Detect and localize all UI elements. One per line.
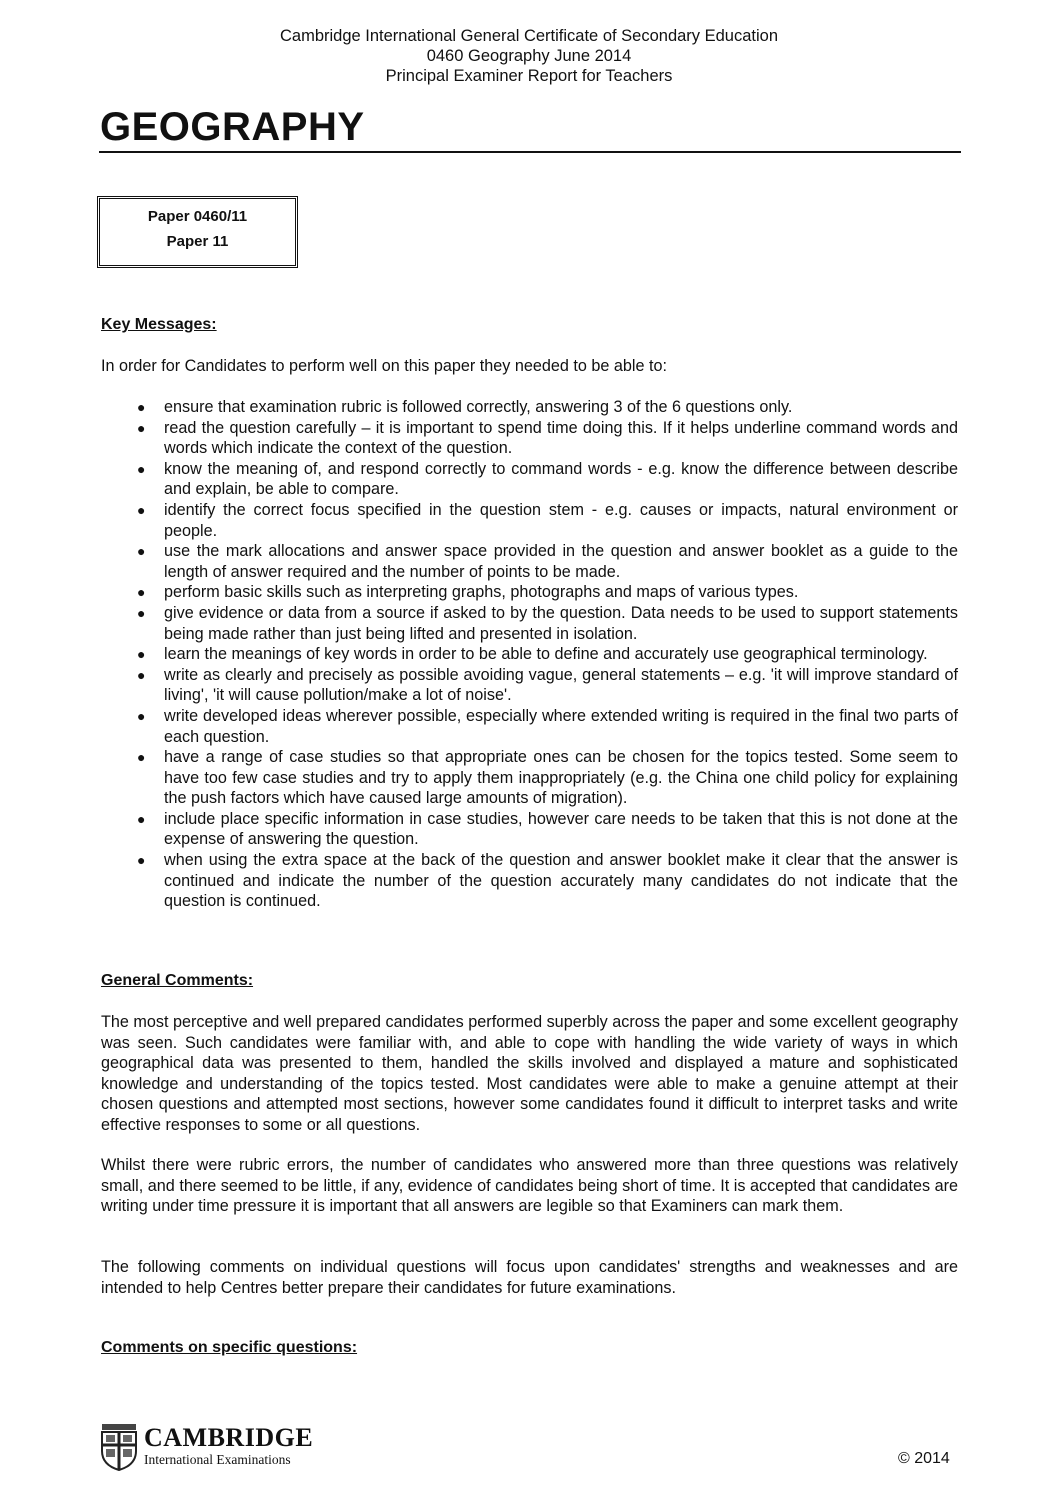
list-item: ● learn the meanings of key words in order to be able to define and accurately use geographical terminology. [137, 645, 928, 664]
title-divider [99, 151, 961, 153]
list-item: ● when using the extra space at the back of the question and answer booklet make it clear that the answer is continued and indicate the number of the question accurately many candidates do not indicate that the question is continued. [137, 851, 958, 911]
list-item: ● know the meaning of, and respond correctly to command words - e.g. know the difference between describe and explain, be able to compare. [137, 459, 958, 499]
bullet-icon: ● [137, 584, 146, 601]
bullet-icon: ● [137, 399, 146, 415]
bullet-icon: ● [137, 810, 146, 827]
bullet-icon: ● [137, 646, 146, 663]
list-item: ● give evidence or data from a source if asked to by the question. Data needs to be used to support statements being made rather than just being lifted and presented in isolation. [137, 603, 958, 643]
bullet-icon: ● [137, 460, 146, 477]
general-comments-paragraph-1: The most perceptive and well prepared candidates performed superbly across the paper and some excellent geography was seen. Such candidates were familiar with, and able to cope with handling the wide variety of ways in which geographical data was presented to them, handled the skills involved and displayed a mature and sophisticated knowledge and understanding of the topics tested. Most candidates were able to make a genuine attempt at their chosen questions and attempted most sections, however some candidates found it difficult to interpret tasks and write effective responses to some or all questions. [101, 1013, 958, 1134]
general-comments-paragraph-3: The following comments on individual questions will focus upon candidates' strengths and weaknesses and are intended to help Centres better prepare their candidates for future examinations. [101, 1258, 958, 1297]
bullet-icon: ● [137, 707, 146, 724]
key-messages-heading: Key Messages: [101, 316, 217, 333]
logo-subtitle: International Examinations [144, 1452, 291, 1467]
bullet-icon: ● [137, 604, 146, 621]
cambridge-logo [100, 1423, 330, 1471]
header-syllabus: 0460 Geography June 2014 [426, 47, 632, 65]
copyright-notice: © 2014 [898, 1450, 950, 1467]
bullet-icon: ● [137, 501, 146, 518]
page-title: GEOGRAPHY [100, 105, 365, 149]
bullet-icon: ● [137, 852, 146, 869]
list-item: ● write developed ideas wherever possible, especially where extended writing is required in the final two parts of each question. [137, 706, 958, 746]
list-item: ● perform basic skills such as interpreting graphs, photographs and maps of various types. [137, 583, 799, 602]
list-item: ● write as clearly and precisely as possible avoiding vague, general statements – e.g. 'it will improve standard of living', 'it will cause pollution/make a lot of noise'. [137, 665, 958, 705]
list-item: ● use the mark allocations and answer space provided in the question and answer booklet as a guide to the length of answer required and the number of points to be made. [137, 542, 958, 581]
key-messages-intro: In order for Candidates to perform well on this paper they needed to be able to: [101, 357, 668, 375]
general-comments-paragraph-2: Whilst there were rubric errors, the number of candidates who answered more than three questions was relatively small, and there seemed to be little, if any, evidence of candidates being short of time. It is accepted that candidates are writing under time pressure it is important that all answers are legible so that Examiners can mark them. [101, 1156, 958, 1216]
report-header [0, 26, 1058, 86]
crest-icon [100, 1423, 138, 1471]
paper-code: Paper 0460/11 [147, 208, 248, 225]
header-qualification: Cambridge International General Certificate of Secondary Education [279, 27, 779, 45]
bullet-icon: ● [137, 543, 146, 560]
list-item: ● read the question carefully – it is important to spend time doing this. If it helps underline command words and words which indicate the context of the question. [137, 418, 958, 458]
list-item: ● identify the correct focus specified in the question stem - e.g. causes or impacts, natural environment or people. [137, 500, 958, 540]
bullet-icon: ● [137, 419, 146, 436]
general-comments-heading: General Comments: [101, 972, 254, 989]
paper-name: Paper 11 [166, 233, 229, 250]
list-item: ● include place specific information in case studies, however care needs to be taken that this is not done at the expense of answering the question. [137, 809, 958, 849]
header-report-type: Principal Examiner Report for Teachers [385, 67, 673, 85]
specific-comments-heading: Comments on specific questions: [101, 1339, 358, 1356]
paper-info-box [97, 196, 298, 268]
bullet-icon: ● [137, 666, 146, 683]
list-item: ● have a range of case studies so that appropriate ones can be chosen for the topics tested. Some seem to have too few case studies and try to apply them inappropriately (e.g. the China one child policy for explaining the push factors which have caused large amounts of migration). [137, 748, 958, 808]
key-messages-list [101, 397, 958, 912]
logo-wordmark: CAMBRIDGE [144, 1423, 314, 1452]
list-item: ● ensure that examination rubric is followed correctly, answering 3 of the 6 questions only. [137, 398, 793, 416]
bullet-icon: ● [137, 749, 146, 766]
